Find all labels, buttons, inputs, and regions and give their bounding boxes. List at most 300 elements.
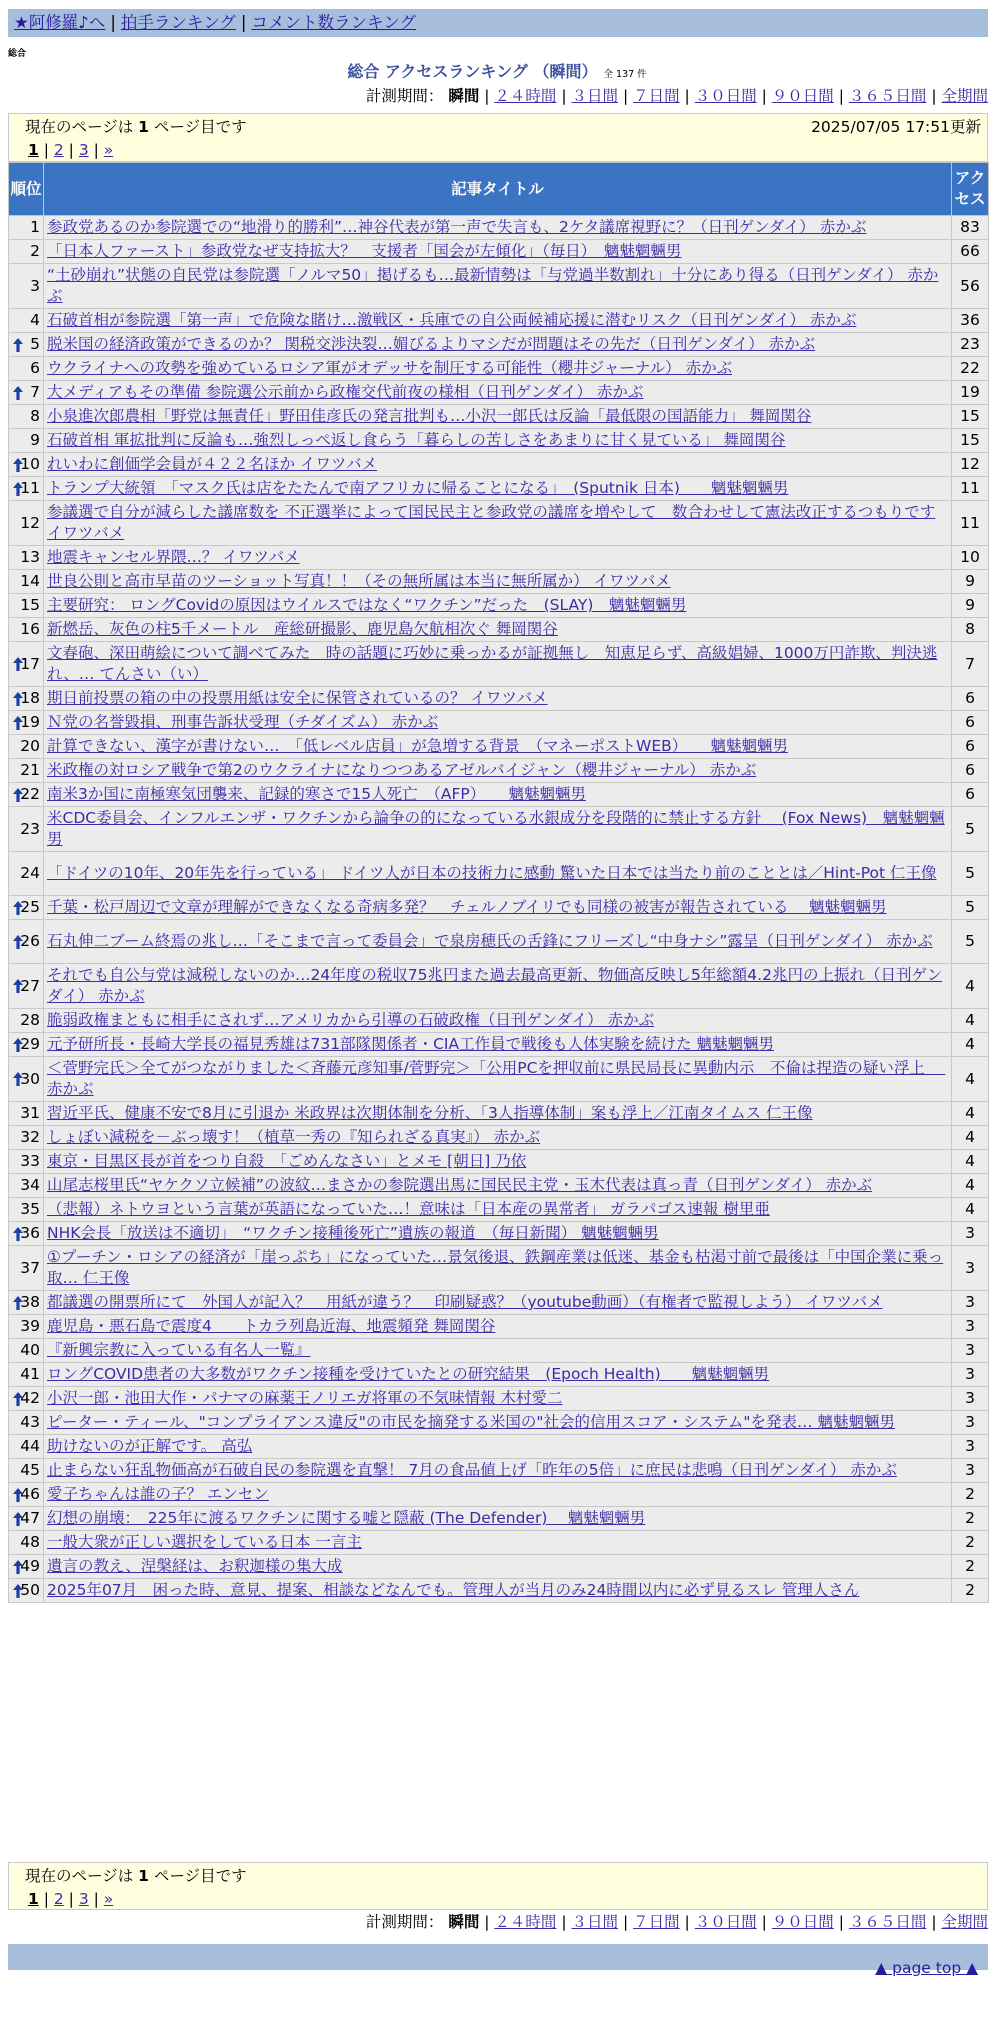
article-title-link[interactable]: 新燃岳、灰色の柱5千メートル 産総研撮影、鹿児島欠航相次ぐ 舞岡関谷 bbox=[47, 620, 558, 638]
access-count: 4 bbox=[952, 1174, 989, 1198]
rank-number: 43 bbox=[20, 1413, 40, 1431]
table-row bbox=[9, 405, 989, 429]
page-link-2[interactable]: 2 bbox=[53, 141, 64, 159]
rank-cell bbox=[9, 216, 44, 240]
table-row bbox=[9, 1459, 989, 1483]
table-row bbox=[9, 1507, 989, 1531]
access-count: 2 bbox=[952, 1579, 989, 1603]
rank-number: 44 bbox=[20, 1437, 40, 1455]
article-title-link[interactable]: 2025年07月 困った時、意見、提案、相談などなんでも。管理人が当月のみ24時間以内に必ず見るスレ 管理人さん bbox=[47, 1581, 860, 1599]
rank-number: 5 bbox=[30, 335, 40, 353]
title-cell bbox=[44, 711, 952, 735]
access-count: 2 bbox=[952, 1531, 989, 1555]
article-title-link[interactable]: 鹿児島・悪石島で震度4 トカラ列島近海、地震頻発 舞岡関谷 bbox=[47, 1317, 496, 1335]
rank-cell bbox=[9, 920, 44, 964]
access-count: 4 bbox=[952, 1102, 989, 1126]
table-row bbox=[9, 687, 989, 711]
access-count: 3 bbox=[952, 1387, 989, 1411]
rank-up-arrow-icon bbox=[13, 1038, 23, 1052]
page-links: 1 | 2 | 3 | » bbox=[28, 1890, 114, 1908]
rank-cell bbox=[9, 1387, 44, 1411]
table-row bbox=[9, 1198, 989, 1222]
rank-number: 48 bbox=[20, 1533, 40, 1551]
rank-cell bbox=[9, 333, 44, 357]
rank-number: 17 bbox=[20, 654, 40, 673]
title-cell bbox=[44, 1459, 952, 1483]
rank-number: 41 bbox=[20, 1365, 40, 1383]
article-title-link[interactable]: しょぼい減税を－ぶっ壊す！（植草一秀の『知られざる真実』） 赤かぶ bbox=[47, 1128, 541, 1146]
table-row bbox=[9, 264, 989, 309]
article-title-link[interactable]: ＜菅野完氏＞全てがつながりました＜斉藤元彦知事/菅野完＞「公用PCを押収前に県民局長に異動内示 不倫は捏造の疑い浮上 赤かぶ bbox=[47, 1059, 946, 1098]
period-link-1[interactable]: ２４時間 bbox=[494, 1913, 557, 1931]
period-link-7[interactable]: 全期間 bbox=[941, 1913, 988, 1931]
table-row bbox=[9, 429, 989, 453]
rank-number: 18 bbox=[20, 689, 40, 707]
page-link-3[interactable]: 3 bbox=[78, 141, 89, 159]
table-row bbox=[9, 852, 989, 896]
article-title-link[interactable]: 計算できない、漢字が書けない… 「低レベル店員」が急増する背景 （マネーポストWEB） 魑魅魍魎男 bbox=[47, 737, 789, 755]
table-row bbox=[9, 896, 989, 920]
access-count: 4 bbox=[952, 1150, 989, 1174]
access-count: 4 bbox=[952, 1009, 989, 1033]
title-cell bbox=[44, 1126, 952, 1150]
table-row bbox=[9, 1339, 989, 1363]
article-title-link[interactable]: 石破首相が参院選「第一声」で危険な賭け…激戦区・兵庫での自公両候補応援に潜むリスク（日刊ゲンダイ） 赤かぶ bbox=[47, 311, 857, 329]
article-title-link[interactable]: NHK会長「放送は不適切」 “ワクチン接種後死亡”遺族の報道 （毎日新聞） 魑魅魍魎男 bbox=[47, 1224, 659, 1242]
table-row bbox=[9, 1009, 989, 1033]
title-cell bbox=[44, 1102, 952, 1126]
rank-up-arrow-icon bbox=[13, 458, 23, 472]
access-count: 3 bbox=[952, 1435, 989, 1459]
rank-cell bbox=[9, 852, 44, 896]
access-count: 10 bbox=[952, 546, 989, 570]
nav-separator: | bbox=[110, 13, 116, 32]
table-row bbox=[9, 453, 989, 477]
rank-up-arrow-icon bbox=[13, 338, 23, 352]
period-link-6[interactable]: ３６５日間 bbox=[848, 1913, 927, 1931]
page-link-2[interactable]: 2 bbox=[53, 1890, 64, 1908]
article-title-link[interactable]: 「ドイツの10年、20年先を行っている」 ドイツ人が日本の技術力に感動 驚いた日本では当たり前のこととは／Hint-Pot 仁王像 bbox=[47, 864, 937, 882]
rank-number: 8 bbox=[30, 407, 40, 425]
article-title-link[interactable]: 『新興宗教に入っている有名人一覧』 bbox=[47, 1341, 311, 1359]
rank-up-arrow-icon bbox=[13, 1296, 23, 1310]
rank-up-arrow-icon bbox=[13, 979, 23, 993]
title-cell bbox=[44, 501, 952, 546]
title-cell bbox=[44, 1387, 952, 1411]
rank-number: 32 bbox=[20, 1128, 40, 1146]
page-status: 現在のページは 1 ページ目です bbox=[25, 1867, 247, 1885]
article-title-link[interactable]: 世良公則と高市早苗のツーショット写真！！（その無所属は本当に無所属か） イワツバメ bbox=[47, 572, 671, 590]
page-title: 総合 アクセスランキング （瞬間） bbox=[347, 62, 598, 81]
article-title-link[interactable]: 山尾志桜里氏“ヤケクソ立候補”の波紋…まさかの参院選出馬に国民民主党・玉木代表は真っ青（日刊ゲンダイ） 赤かぶ bbox=[47, 1176, 873, 1194]
table-row bbox=[9, 964, 989, 1009]
page-next-link[interactable]: » bbox=[103, 141, 114, 159]
rank-up-arrow-icon bbox=[13, 692, 23, 706]
rank-cell bbox=[9, 618, 44, 642]
article-title-link[interactable]: 小泉進次郎農相「野党は無責任」野田佳彦氏の発言批判も…小沢一郎氏は反論「最低限の国語能力」 舞岡関谷 bbox=[47, 407, 812, 425]
article-title-link[interactable]: 文春砲、深田萌絵について調べてみた 時の話題に巧妙に乗っかるが証拠無し 知恵足らず、高級娼婦、1000万円詐欺、判決逃れ、… てんさい（い） bbox=[47, 644, 938, 683]
page-status: 現在のページは 1 ページ目です bbox=[25, 118, 247, 136]
article-title-link[interactable]: 大メディアもその準備 参院選公示前から政権交代前夜の様相（日刊ゲンダイ） 赤かぶ bbox=[47, 383, 644, 401]
article-title-link[interactable]: 米CDC委員会、インフルエンザ・ワクチンから論争の的になっている水銀成分を段階的に禁止する方針 (Fox News) 魑魅魍魎男 bbox=[47, 809, 945, 848]
home-link[interactable]: ★阿修羅♪へ bbox=[14, 13, 106, 32]
table-row bbox=[9, 783, 989, 807]
title-cell bbox=[44, 405, 952, 429]
access-count: 3 bbox=[952, 1291, 989, 1315]
rank-number: 40 bbox=[20, 1341, 40, 1359]
rank-number: 42 bbox=[20, 1389, 40, 1407]
rank-number: 12 bbox=[20, 513, 40, 532]
article-title-link[interactable]: （悲報）ネトウヨという言葉が英語になっていた…！意味は「日本産の異常者」 ガラパゴス速報 樹里亜 bbox=[47, 1200, 770, 1218]
article-title-link[interactable]: “土砂崩れ”状態の自民党は参院選「ノルマ50」掲げるも…最新情勢は「与党過半数割れ」十分にあり得る（日刊ゲンダイ） 赤かぶ bbox=[47, 266, 939, 305]
article-title-link[interactable]: 幻想の崩壊： 225年に渡るワクチンに関する嘘と隠蔽 (The Defender) 魑魅魍魎男 bbox=[47, 1509, 646, 1527]
title-cell bbox=[44, 333, 952, 357]
rank-number: 16 bbox=[20, 620, 40, 638]
period-link-3[interactable]: ７日間 bbox=[633, 87, 680, 105]
title-cell bbox=[44, 1174, 952, 1198]
table-row bbox=[9, 1555, 989, 1579]
rank-up-arrow-icon bbox=[13, 1560, 23, 1574]
access-count: 3 bbox=[952, 1315, 989, 1339]
title-cell bbox=[44, 1315, 952, 1339]
rank-cell bbox=[9, 783, 44, 807]
title-cell bbox=[44, 546, 952, 570]
total-count: 全 137 件 bbox=[603, 69, 647, 80]
table-row bbox=[9, 1126, 989, 1150]
period-link-6[interactable]: ３６５日間 bbox=[848, 87, 927, 105]
table-row bbox=[9, 1057, 989, 1102]
table-row bbox=[9, 477, 989, 501]
period-current: 瞬間 bbox=[448, 87, 480, 105]
article-title-link[interactable]: 期日前投票の箱の中の投票用紙は安全に保管されているの？ イワツバメ bbox=[47, 689, 548, 707]
rank-cell bbox=[9, 1411, 44, 1435]
title-cell bbox=[44, 1339, 952, 1363]
article-title-link[interactable]: 米政権の対ロシア戦争で第2のウクライナになりつつあるアゼルバイジャン（櫻井ジャーナル） 赤かぶ bbox=[47, 761, 757, 779]
access-count: 15 bbox=[952, 405, 989, 429]
title-cell bbox=[44, 477, 952, 501]
rank-cell bbox=[9, 1435, 44, 1459]
rank-number: 6 bbox=[30, 359, 40, 377]
rank-cell bbox=[9, 1339, 44, 1363]
rank-up-arrow-icon bbox=[13, 716, 23, 730]
article-title-link[interactable]: 石破首相 軍拡批判に反論も…強烈しっぺ返し食らう「暮らしの苦しさをあまりに甘く見ている」 舞岡関谷 bbox=[47, 431, 786, 449]
rank-number: 33 bbox=[20, 1152, 40, 1170]
rank-cell bbox=[9, 735, 44, 759]
access-count: 5 bbox=[952, 852, 989, 896]
article-title-link[interactable]: ウクライナへの攻勢を強めているロシア軍がオデッサを制圧する可能性（櫻井ジャーナル） 赤かぶ bbox=[47, 359, 733, 377]
access-count: 6 bbox=[952, 735, 989, 759]
title-cell bbox=[44, 896, 952, 920]
rank-number: 38 bbox=[20, 1293, 40, 1311]
period-link-1[interactable]: ２４時間 bbox=[494, 87, 557, 105]
title-cell bbox=[44, 1555, 952, 1579]
rank-number: 4 bbox=[30, 311, 40, 329]
rank-up-arrow-icon bbox=[13, 1227, 23, 1241]
rank-cell bbox=[9, 711, 44, 735]
period-link-5[interactable]: ９０日間 bbox=[771, 1913, 834, 1931]
article-title-link[interactable]: 千葉・松戸周辺で文章が理解ができなくなる奇病多発？ チェルノブイリでも同様の被害が報告されている 魑魅魍魎男 bbox=[47, 898, 887, 916]
access-count: 3 bbox=[952, 1246, 989, 1291]
access-count: 5 bbox=[952, 896, 989, 920]
article-title-link[interactable]: 止まらない狂乱物価高が石破自民の参院選を直撃！ 7月の食品値上げ「昨年の5倍」に庶民は悲鳴（日刊ゲンダイ） 赤かぶ bbox=[47, 1461, 897, 1479]
table-row bbox=[9, 501, 989, 546]
table-row bbox=[9, 759, 989, 783]
rank-cell bbox=[9, 964, 44, 1009]
access-count: 3 bbox=[952, 1222, 989, 1246]
title-cell bbox=[44, 687, 952, 711]
access-count: 4 bbox=[952, 1198, 989, 1222]
rank-cell bbox=[9, 594, 44, 618]
rank-cell bbox=[9, 759, 44, 783]
access-count: 4 bbox=[952, 1126, 989, 1150]
rank-cell bbox=[9, 240, 44, 264]
page-links: 1 | 2 | 3 | » bbox=[28, 141, 114, 159]
table-row bbox=[9, 1483, 989, 1507]
rank-cell bbox=[9, 429, 44, 453]
period-link-2[interactable]: ３日間 bbox=[571, 87, 619, 105]
article-title-link[interactable]: ①プーチン・ロシアの経済が「崖っぷち」になっていた…景気後退、鉄鋼産業は低迷、基金も枯渇寸前で最後は「中国企業に乗っ取… 仁王像 bbox=[47, 1248, 944, 1287]
access-count: 4 bbox=[952, 1033, 989, 1057]
rank-number: 25 bbox=[20, 898, 40, 916]
page-top-link[interactable]: ▲ page top ▲ bbox=[875, 1959, 978, 1977]
title-cell bbox=[44, 1435, 952, 1459]
rank-number: 50 bbox=[20, 1581, 40, 1599]
rank-up-arrow-icon bbox=[13, 1584, 23, 1598]
title-cell bbox=[44, 1222, 952, 1246]
rank-number: 2 bbox=[30, 242, 40, 260]
rank-number: 15 bbox=[20, 596, 40, 614]
access-count: 83 bbox=[952, 216, 989, 240]
period-label: 計測期間： bbox=[365, 1913, 444, 1931]
title-cell bbox=[44, 1057, 952, 1102]
title-cell bbox=[44, 264, 952, 309]
updated-time: 2025/07/05 17:51更新 bbox=[811, 118, 981, 136]
article-title-link[interactable]: 地震キャンセル界隈…？ イワツバメ bbox=[47, 548, 300, 566]
rank-number: 46 bbox=[20, 1485, 40, 1503]
rank-up-arrow-icon bbox=[13, 657, 23, 671]
rank-cell bbox=[9, 1126, 44, 1150]
col-rank-header: 順位 bbox=[9, 163, 44, 216]
rank-number: 24 bbox=[20, 864, 40, 882]
access-count: 6 bbox=[952, 783, 989, 807]
pager-top bbox=[8, 113, 988, 162]
article-title-link[interactable]: 遺言の教え、涅槃経は、お釈迦様の集大成 bbox=[47, 1557, 343, 1575]
comment-ranking-link[interactable]: コメント数ランキング bbox=[251, 13, 416, 32]
access-count: 5 bbox=[952, 920, 989, 964]
rank-number: 39 bbox=[20, 1317, 40, 1335]
table-row bbox=[9, 1150, 989, 1174]
rank-number: 49 bbox=[20, 1557, 40, 1575]
rank-number: 1 bbox=[30, 218, 40, 236]
rank-cell bbox=[9, 642, 44, 687]
rank-number: 23 bbox=[20, 819, 40, 838]
article-title-link[interactable]: 小沢一郎・池田大作・パナマの麻薬王ノリエガ将軍の不気味情報 木村愛二 bbox=[47, 1389, 563, 1407]
rank-cell bbox=[9, 1459, 44, 1483]
nav-separator: | bbox=[240, 13, 247, 32]
period-link-7[interactable]: 全期間 bbox=[941, 87, 988, 105]
period-current: 瞬間 bbox=[448, 1913, 480, 1931]
period-link-5[interactable]: ９０日間 bbox=[771, 87, 834, 105]
rank-cell bbox=[9, 264, 44, 309]
rank-up-arrow-icon bbox=[13, 788, 23, 802]
applause-ranking-link[interactable]: 拍手ランキング bbox=[120, 13, 236, 32]
rank-cell bbox=[9, 1222, 44, 1246]
rank-cell bbox=[9, 357, 44, 381]
rank-number: 13 bbox=[20, 548, 40, 566]
access-count: 36 bbox=[952, 309, 989, 333]
rank-cell bbox=[9, 1315, 44, 1339]
rank-cell bbox=[9, 1057, 44, 1102]
title-cell bbox=[44, 453, 952, 477]
title-cell bbox=[44, 1291, 952, 1315]
rank-cell bbox=[9, 405, 44, 429]
period-link-4[interactable]: ３０日間 bbox=[694, 1913, 757, 1931]
access-count: 8 bbox=[952, 618, 989, 642]
access-count: 23 bbox=[952, 333, 989, 357]
rank-up-arrow-icon bbox=[13, 482, 23, 496]
rank-cell bbox=[9, 453, 44, 477]
title-cell bbox=[44, 309, 952, 333]
page-next-link[interactable]: » bbox=[103, 1890, 114, 1908]
article-title-link[interactable]: 石丸伸二ブーム終焉の兆し…「そこまで言って委員会」で泉房穂氏の舌鋒にフリーズし“中身ナシ”露呈（日刊ゲンダイ） 赤かぶ bbox=[47, 932, 933, 950]
article-title-link[interactable]: 南米3か国に南極寒気団襲来、記録的寒さで15人死亡 （AFP） 魑魅魍魎男 bbox=[47, 785, 586, 803]
article-title-link[interactable]: 脆弱政権まともに相手にされず…アメリカから引導の石破政権（日刊ゲンダイ） 赤かぶ bbox=[47, 1011, 655, 1029]
top-nav-bar bbox=[8, 9, 988, 37]
rank-cell bbox=[9, 1507, 44, 1531]
section-tag: 総合 bbox=[8, 49, 27, 59]
rank-number: 28 bbox=[20, 1011, 40, 1029]
table-row bbox=[9, 711, 989, 735]
rank-cell bbox=[9, 1009, 44, 1033]
table-row bbox=[9, 309, 989, 333]
article-title-link[interactable]: れいわに創価学会員が４２２名ほか イワツバメ bbox=[47, 455, 378, 473]
rank-number: 14 bbox=[20, 572, 40, 590]
rank-cell bbox=[9, 1291, 44, 1315]
access-count: 4 bbox=[952, 1057, 989, 1102]
rank-number: 26 bbox=[20, 932, 40, 950]
article-title-link[interactable]: 参政党あるのか参院選での“地滑り的勝利”…神谷代表が第一声で失言も、2ケタ議席視野に？（日刊ゲンダイ） 赤かぶ bbox=[47, 218, 867, 236]
article-title-link[interactable]: ロングCOVID患者の大多数がワクチン接種を受けていたとの研究結果 (Epoch Health) 魑魅魍魎男 bbox=[47, 1365, 770, 1383]
article-title-link[interactable]: 参議選で自分が減らした議席数を 不正選挙によって国民民主と参政党の議席を増やして 数合わせして憲法改正するつもりです イワツバメ bbox=[47, 503, 936, 542]
rank-cell bbox=[9, 1363, 44, 1387]
article-title-link[interactable]: 「日本人ファースト」参政党なぜ支持拡大？ 支援者「国会が左傾化」（毎日） 魑魅魍魎男 bbox=[47, 242, 682, 260]
article-title-link[interactable]: 習近平氏、健康不安で8月に引退か 米政界は次期体制を分析、「3人指導体制」案も浮上／江南タイムス 仁王像 bbox=[47, 1104, 813, 1122]
access-count: 6 bbox=[952, 687, 989, 711]
page-heading bbox=[0, 61, 994, 86]
access-count: 3 bbox=[952, 1459, 989, 1483]
table-row bbox=[9, 381, 989, 405]
access-count: 66 bbox=[952, 240, 989, 264]
title-cell bbox=[44, 783, 952, 807]
ranking-table bbox=[8, 162, 989, 1603]
title-cell bbox=[44, 1483, 952, 1507]
table-row bbox=[9, 1531, 989, 1555]
rank-cell bbox=[9, 1174, 44, 1198]
rank-up-arrow-icon bbox=[13, 901, 23, 915]
access-count: 2 bbox=[952, 1483, 989, 1507]
rank-cell bbox=[9, 501, 44, 546]
table-row bbox=[9, 1102, 989, 1126]
article-title-link[interactable]: 助けないのが正解です。 高弘 bbox=[47, 1437, 253, 1455]
rank-number: 36 bbox=[20, 1224, 40, 1242]
col-access-header: アクセス bbox=[952, 163, 989, 216]
rank-number: 11 bbox=[20, 479, 40, 497]
access-count: 11 bbox=[952, 501, 989, 546]
access-count: 6 bbox=[952, 711, 989, 735]
rank-up-arrow-icon bbox=[13, 1512, 23, 1526]
rank-cell bbox=[9, 896, 44, 920]
rank-cell bbox=[9, 570, 44, 594]
article-title-link[interactable]: それでも自公与党は減税しないのか…24年度の税収75兆円また過去最高更新、物価高反映し5年総額4.2兆円の上振れ（日刊ゲンダイ） 赤かぶ bbox=[47, 966, 943, 1005]
title-cell bbox=[44, 381, 952, 405]
access-count: 22 bbox=[952, 357, 989, 381]
title-cell bbox=[44, 1411, 952, 1435]
table-row bbox=[9, 1387, 989, 1411]
article-title-link[interactable]: 愛子ちゃんは誰の子？ エンセン bbox=[47, 1485, 269, 1503]
article-title-link[interactable]: ピーター・ティール、"コンプライアンス違反"の市民を摘発する米国の"社会的信用スコア・システム"を発表… 魑魅魍魎男 bbox=[47, 1413, 895, 1431]
rank-number: 29 bbox=[20, 1035, 40, 1053]
table-row bbox=[9, 1315, 989, 1339]
article-title-link[interactable]: 都議選の開票所にて 外国人が記入？ 用紙が違う？ 印刷疑惑？（youtube動画）（有権者で監視しよう） イワツバメ bbox=[47, 1293, 883, 1311]
period-link-4[interactable]: ３０日間 bbox=[694, 87, 757, 105]
rank-number: 20 bbox=[20, 737, 40, 755]
col-title-header: 記事タイトル bbox=[44, 163, 952, 216]
page-link-3[interactable]: 3 bbox=[78, 1890, 89, 1908]
rank-number: 27 bbox=[20, 976, 40, 995]
title-cell bbox=[44, 1033, 952, 1057]
period-label: 計測期間： bbox=[365, 87, 444, 105]
article-title-link[interactable]: 東京・目黒区長が首をつり自殺 「ごめんなさい」とメモ [朝日] 乃依 bbox=[47, 1152, 527, 1170]
rank-number: 7 bbox=[30, 383, 40, 401]
article-title-link[interactable]: トランプ大統領 「マスク氏は店をたたんで南アフリカに帰ることになる」 (Sputnik 日本) 魑魅魍魎男 bbox=[47, 479, 789, 497]
rank-cell bbox=[9, 1579, 44, 1603]
table-row bbox=[9, 546, 989, 570]
rank-up-arrow-icon bbox=[13, 935, 23, 949]
rank-number: 30 bbox=[20, 1069, 40, 1088]
article-title-link[interactable]: 元予研所長・長崎大学長の福見秀雄は731部隊関係者・CIA工作員で戦後も人体実験を続けた 魑魅魍魎男 bbox=[47, 1035, 775, 1053]
title-cell bbox=[44, 642, 952, 687]
page-current: 1 bbox=[28, 1890, 39, 1908]
title-cell bbox=[44, 735, 952, 759]
period-selector-bottom: 計測期間： 瞬間 | ２４時間 | ３日間 | ７日間 | ３０日間 | ９０日間 | ３６５日間 | 全期間 bbox=[365, 1913, 988, 1931]
article-title-link[interactable]: 主要研究： ロングCovidの原因はウイルスではなく“ワクチン”だった (SLAY) 魑魅魍魎男 bbox=[47, 596, 687, 614]
rank-number: 19 bbox=[20, 713, 40, 731]
title-cell bbox=[44, 1009, 952, 1033]
article-title-link[interactable]: 一般大衆が正しい選択をしている日本 一言主 bbox=[47, 1533, 362, 1551]
period-link-3[interactable]: ７日間 bbox=[633, 1913, 680, 1931]
article-title-link[interactable]: 脱米国の経済政策ができるのか？ 関税交渉決裂…媚びるよりマシだが問題はその先だ（日刊ゲンダイ） 赤かぶ bbox=[47, 335, 816, 353]
title-cell bbox=[44, 240, 952, 264]
rank-number: 9 bbox=[30, 431, 40, 449]
rank-number: 31 bbox=[20, 1104, 40, 1122]
rank-number: 35 bbox=[20, 1200, 40, 1218]
period-link-2[interactable]: ３日間 bbox=[571, 1913, 619, 1931]
rank-cell bbox=[9, 1150, 44, 1174]
rank-number: 45 bbox=[20, 1461, 40, 1479]
access-count: 2 bbox=[952, 1555, 989, 1579]
title-cell bbox=[44, 759, 952, 783]
rank-cell bbox=[9, 1555, 44, 1579]
title-cell bbox=[44, 1363, 952, 1387]
access-count: 9 bbox=[952, 594, 989, 618]
table-row bbox=[9, 1435, 989, 1459]
rank-up-arrow-icon bbox=[13, 386, 23, 400]
rank-cell bbox=[9, 309, 44, 333]
rank-number: 34 bbox=[20, 1176, 40, 1194]
article-title-link[interactable]: Ｎ党の名誉毀損、刑事告訴状受理（チダイズム） 赤かぶ bbox=[47, 713, 439, 731]
rank-cell bbox=[9, 477, 44, 501]
rank-cell bbox=[9, 1246, 44, 1291]
